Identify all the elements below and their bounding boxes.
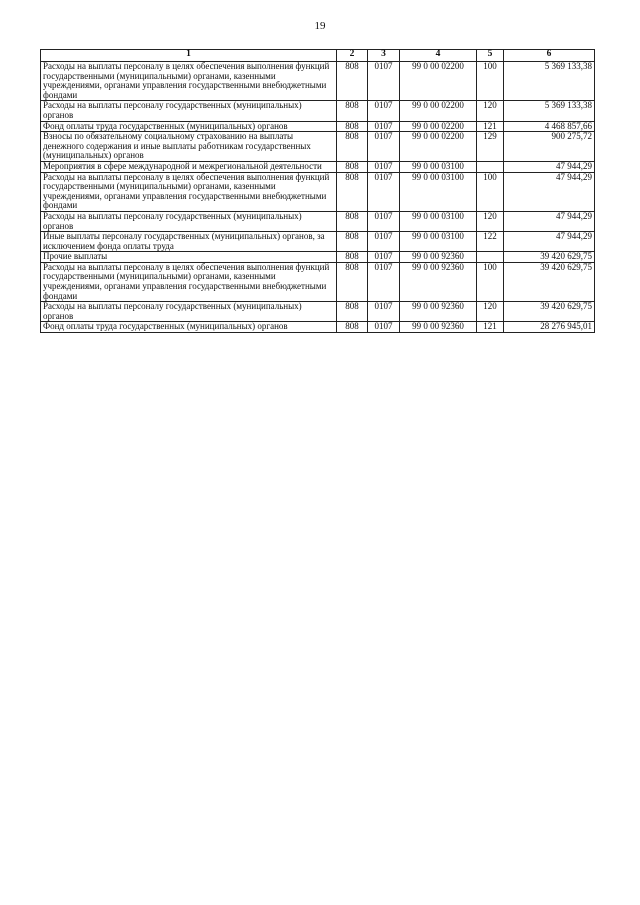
table-body [41, 62, 595, 333]
expense-type-code-cell: 120 [477, 302, 504, 322]
amount-cell: 39 420 629,75 [504, 252, 595, 263]
header-col-3: 3 [368, 50, 400, 62]
expense-type-code-cell [477, 161, 504, 172]
expense-description-cell: Расходы на выплаты персоналу в целях обеспечения выполнения функций государственными (муниципальными) органами, казенными учреждениями, органами управления государственными внебюджетными фондами [41, 172, 337, 211]
header-col-4: 4 [400, 50, 477, 62]
amount-cell: 39 420 629,75 [504, 302, 595, 322]
target-article-code-cell: 99 0 00 92360 [400, 262, 477, 301]
amount-cell: 5 369 133,38 [504, 62, 595, 101]
expense-description-cell: Фонд оплаты труда государственных (муниципальных) органов [41, 322, 337, 333]
expense-type-code-cell: 100 [477, 62, 504, 101]
table-row [41, 132, 595, 162]
target-article-code-cell: 99 0 00 02200 [400, 62, 477, 101]
amount-cell: 5 369 133,38 [504, 101, 595, 121]
ministry-code-cell: 808 [337, 252, 368, 263]
section-code-cell: 0107 [368, 322, 400, 333]
section-code-cell: 0107 [368, 132, 400, 162]
header-col-2: 2 [337, 50, 368, 62]
ministry-code-cell: 808 [337, 232, 368, 252]
target-article-code-cell: 99 0 00 02200 [400, 121, 477, 132]
expense-type-code-cell: 120 [477, 101, 504, 121]
ministry-code-cell: 808 [337, 302, 368, 322]
table-row [41, 322, 595, 333]
expense-type-code-cell: 121 [477, 322, 504, 333]
amount-cell: 900 275,72 [504, 132, 595, 162]
header-col-1: 1 [41, 50, 337, 62]
table-row [41, 262, 595, 301]
target-article-code-cell: 99 0 00 03100 [400, 211, 477, 231]
ministry-code-cell: 808 [337, 132, 368, 162]
expense-type-code-cell: 122 [477, 232, 504, 252]
expense-type-code-cell [477, 252, 504, 263]
table-row [41, 232, 595, 252]
table-header-row [41, 50, 595, 62]
expense-description-cell: Расходы на выплаты персоналу в целях обеспечения выполнения функций государственными (муниципальными) органами, казенными учреждениями, органами управления государственными внебюджетными фондами [41, 262, 337, 301]
page-number: 19 [314, 20, 326, 32]
expense-type-code-cell: 129 [477, 132, 504, 162]
budget-table [40, 49, 595, 333]
expense-description-cell: Мероприятия в сфере международной и межрегиональной деятельности [41, 161, 337, 172]
table-row [41, 62, 595, 101]
table-row [41, 211, 595, 231]
ministry-code-cell: 808 [337, 161, 368, 172]
header-col-6: 6 [504, 50, 595, 62]
ministry-code-cell: 808 [337, 211, 368, 231]
expense-description-cell: Расходы на выплаты персоналу государственных (муниципальных) органов [41, 302, 337, 322]
expense-description-cell: Расходы на выплаты персоналу государственных (муниципальных) органов [41, 101, 337, 121]
expense-description-cell: Фонд оплаты труда государственных (муниципальных) органов [41, 121, 337, 132]
section-code-cell: 0107 [368, 101, 400, 121]
section-code-cell: 0107 [368, 262, 400, 301]
expense-description-cell: Взносы по обязательному социальному страхованию на выплаты денежного содержания и иные выплаты работникам государственных (муниципальных) органов [41, 132, 337, 162]
section-code-cell: 0107 [368, 252, 400, 263]
expense-description-cell: Расходы на выплаты персоналу государственных (муниципальных) органов [41, 211, 337, 231]
table-row [41, 172, 595, 211]
table-row [41, 302, 595, 322]
expense-description-cell: Прочие выплаты [41, 252, 337, 263]
target-article-code-cell: 99 0 00 03100 [400, 232, 477, 252]
amount-cell: 47 944,29 [504, 172, 595, 211]
target-article-code-cell: 99 0 00 03100 [400, 161, 477, 172]
table-row [41, 101, 595, 121]
ministry-code-cell: 808 [337, 121, 368, 132]
ministry-code-cell: 808 [337, 262, 368, 301]
target-article-code-cell: 99 0 00 92360 [400, 322, 477, 333]
table-row [41, 252, 595, 263]
section-code-cell: 0107 [368, 161, 400, 172]
ministry-code-cell: 808 [337, 62, 368, 101]
header-col-5: 5 [477, 50, 504, 62]
ministry-code-cell: 808 [337, 172, 368, 211]
amount-cell: 47 944,29 [504, 232, 595, 252]
table-row [41, 121, 595, 132]
section-code-cell: 0107 [368, 232, 400, 252]
expense-description-cell: Иные выплаты персоналу государственных (муниципальных) органов, за исключением фонда оплаты труда [41, 232, 337, 252]
section-code-cell: 0107 [368, 172, 400, 211]
target-article-code-cell: 99 0 00 92360 [400, 302, 477, 322]
amount-cell: 47 944,29 [504, 161, 595, 172]
section-code-cell: 0107 [368, 62, 400, 101]
amount-cell: 28 276 945,01 [504, 322, 595, 333]
section-code-cell: 0107 [368, 121, 400, 132]
table-row [41, 161, 595, 172]
amount-cell: 4 468 857,66 [504, 121, 595, 132]
ministry-code-cell: 808 [337, 101, 368, 121]
target-article-code-cell: 99 0 00 03100 [400, 172, 477, 211]
target-article-code-cell: 99 0 00 92360 [400, 252, 477, 263]
expense-type-code-cell: 120 [477, 211, 504, 231]
amount-cell: 39 420 629,75 [504, 262, 595, 301]
target-article-code-cell: 99 0 00 02200 [400, 132, 477, 162]
section-code-cell: 0107 [368, 211, 400, 231]
expense-description-cell: Расходы на выплаты персоналу в целях обеспечения выполнения функций государственными (муниципальными) органами, казенными учреждениями, органами управления государственными внебюджетными фондами [41, 62, 337, 101]
target-article-code-cell: 99 0 00 02200 [400, 101, 477, 121]
amount-cell: 47 944,29 [504, 211, 595, 231]
expense-type-code-cell: 100 [477, 172, 504, 211]
ministry-code-cell: 808 [337, 322, 368, 333]
expense-type-code-cell: 121 [477, 121, 504, 132]
expense-type-code-cell: 100 [477, 262, 504, 301]
section-code-cell: 0107 [368, 302, 400, 322]
